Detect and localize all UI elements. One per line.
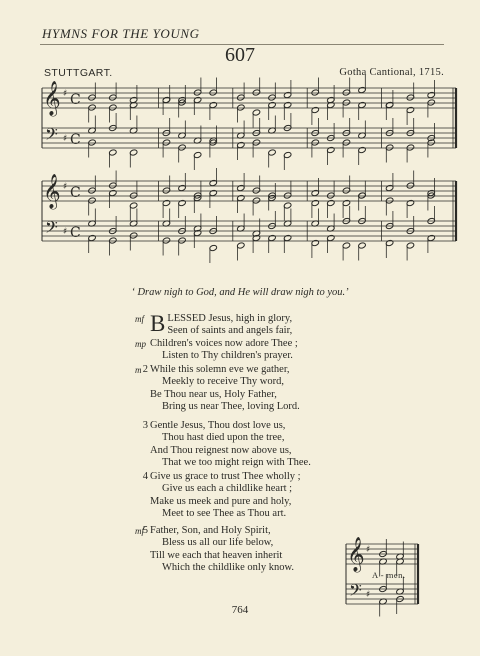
bass-clef-icon: 𝄢 bbox=[45, 124, 58, 148]
epigraph: ‘ Draw nigh to God, and He will draw nigh to you.’ bbox=[131, 287, 349, 298]
amen-label: A - men. bbox=[372, 570, 406, 580]
stanza-line: BLESSED Jesus, high in glory, bbox=[150, 311, 293, 336]
time-signature-icon: C bbox=[70, 225, 81, 241]
stanza-line: Thou hast died upon the tree, bbox=[162, 432, 285, 444]
dynamic-mark: mp bbox=[135, 338, 146, 349]
page-number: 764 bbox=[231, 604, 249, 616]
treble-clef-icon: 𝄞 bbox=[43, 174, 61, 209]
stanza-number: 5 bbox=[142, 525, 148, 536]
stanza-line: Father, Son, and Holy Spirit, bbox=[150, 525, 271, 536]
stanza-line: Children's voices now adore Thee ; bbox=[150, 337, 298, 349]
hymn-number: 607 bbox=[225, 44, 255, 66]
stanza-line: Give us each a childlike heart ; bbox=[162, 483, 293, 495]
stanza-line: Bless us all our life below, bbox=[162, 537, 274, 549]
stanza-line: Listen to Thy children's prayer. bbox=[162, 350, 293, 362]
tune-name: STUTTGART. bbox=[44, 67, 113, 79]
stanza-line: Meekly to receive Thy word, bbox=[162, 376, 284, 388]
stanza-5 bbox=[142, 525, 294, 575]
stanza-line: Be Thou near us, Holy Father, bbox=[150, 388, 277, 400]
stanza-line: While this solemn eve we gather, bbox=[150, 364, 290, 375]
sharp-icon: ♯ bbox=[63, 227, 68, 237]
stanza-number: 4 bbox=[142, 471, 148, 482]
stanza-line: That we too might reign with Thee. bbox=[162, 457, 311, 469]
tune-source: Gotha Cantional, 1715. bbox=[339, 67, 444, 78]
stanza-line: Give us grace to trust Thee wholly ; bbox=[150, 471, 301, 482]
stanza-2 bbox=[142, 364, 300, 414]
stanza-4 bbox=[142, 471, 301, 521]
bass-clef-icon: 𝄢 bbox=[45, 217, 58, 241]
stanza-line: Which the childlike only know. bbox=[162, 562, 294, 574]
treble-clef-icon: 𝄞 bbox=[43, 81, 61, 116]
sharp-icon: ♯ bbox=[63, 182, 68, 192]
running-title: HYMNS FOR THE YOUNG bbox=[42, 26, 200, 41]
stanza-line: Till we each that heaven inherit bbox=[150, 549, 283, 561]
treble-clef-icon: 𝄞 bbox=[347, 537, 365, 572]
time-signature-icon: C bbox=[70, 185, 81, 201]
dynamic-mark: m bbox=[135, 365, 142, 375]
stanza-line: Bring us near Thee, loving Lord. bbox=[162, 401, 300, 413]
dynamic-mark: mf bbox=[135, 314, 144, 324]
stanza-1 bbox=[150, 313, 298, 363]
sharp-icon: ♯ bbox=[366, 590, 371, 600]
sharp-icon: ♯ bbox=[366, 545, 371, 555]
time-signature-icon: C bbox=[70, 132, 81, 148]
time-signature-icon: C bbox=[70, 92, 81, 108]
stanza-line: And Thou reignest now above us, bbox=[150, 444, 292, 456]
stanza-3 bbox=[142, 420, 311, 470]
stanza-line: Meet to see Thee as Thou art. bbox=[162, 508, 287, 520]
sharp-icon: ♯ bbox=[63, 89, 68, 99]
sharp-icon: ♯ bbox=[63, 134, 68, 144]
bass-clef-icon: 𝄢 bbox=[349, 580, 362, 604]
stanza-line: Make us meek and pure and holy, bbox=[150, 495, 292, 507]
stanza-number: 2 bbox=[142, 364, 148, 375]
stanza-line: Seen of saints and angels fair, bbox=[167, 325, 293, 337]
stanza-number: 3 bbox=[142, 420, 148, 431]
drop-cap: B bbox=[150, 311, 166, 336]
stanza-line: Gentle Jesus, Thou dost love us, bbox=[150, 420, 286, 431]
dynamic-mark: mf bbox=[135, 526, 144, 536]
